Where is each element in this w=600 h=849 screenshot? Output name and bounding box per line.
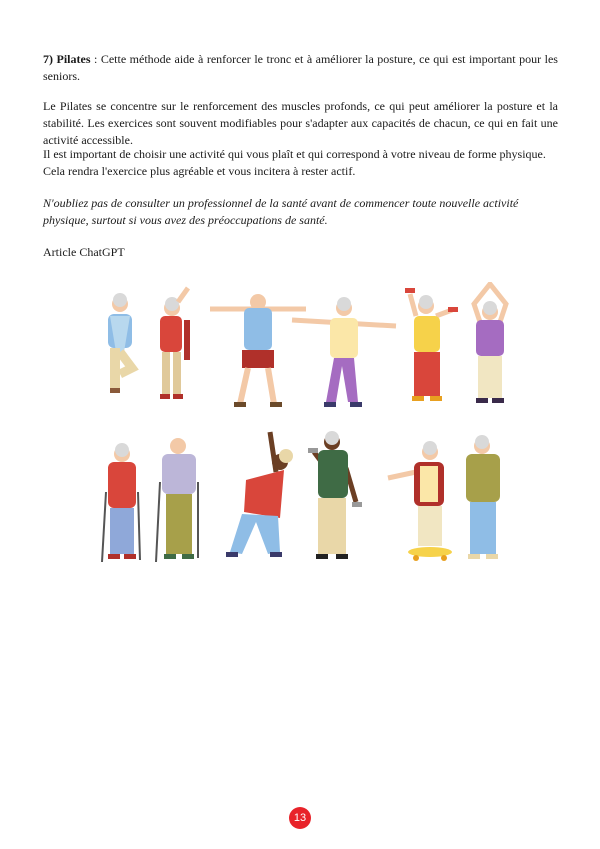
senior-nordic-walking-woman-figure bbox=[102, 443, 140, 562]
page-number-badge: 13 bbox=[289, 807, 311, 829]
paragraph-health-advice: N'oubliez pas de consulter un professionnel de la santé avant de commencer toute nouvelle activité physique, surtout si vous avez des préoccupations de santé. bbox=[43, 196, 519, 227]
senior-dumbbell-man-figure bbox=[308, 431, 362, 559]
article-source: Article ChatGPT bbox=[43, 245, 125, 259]
senior-side-stretch-figure bbox=[160, 288, 190, 399]
senior-arms-overhead-figure bbox=[474, 284, 506, 403]
pilates-heading: 7) Pilates bbox=[43, 52, 91, 66]
senior-balance-board-man-figure bbox=[466, 435, 500, 559]
pilates-description: : Cette méthode aide à renforcer le tronc et à améliorer la posture, ce qui est important pour les seniors. bbox=[43, 52, 558, 83]
senior-arms-out-woman-figure bbox=[292, 297, 396, 407]
seniors-exercising-illustration bbox=[80, 282, 525, 572]
paragraph-pilates-details: Le Pilates se concentre sur le renforcement des muscles profonds, ce qui peut améliorer la posture et la stabilité. Les exercices sont souvent modifiables pour s'adapter aux capacités de chacun, ce qui en fait une activité accessible. bbox=[43, 99, 558, 147]
senior-dumbbell-woman-figure bbox=[405, 288, 458, 401]
senior-tree-pose-figure bbox=[108, 293, 132, 393]
senior-balance-board-woman-figure bbox=[388, 441, 452, 561]
senior-side-bend-figure bbox=[226, 432, 293, 557]
senior-nordic-walking-man-figure bbox=[156, 438, 198, 562]
senior-arms-out-man-figure bbox=[210, 294, 306, 407]
paragraph-motivation: Cela rendra l'exercice plus agréable et vous incitera à rester actif. bbox=[43, 164, 356, 178]
paragraph-pilates bbox=[43, 51, 558, 85]
paragraph-choose-activity: Il est important de choisir une activité qui vous plaît et qui correspond à votre niveau de forme physique. bbox=[43, 147, 546, 161]
